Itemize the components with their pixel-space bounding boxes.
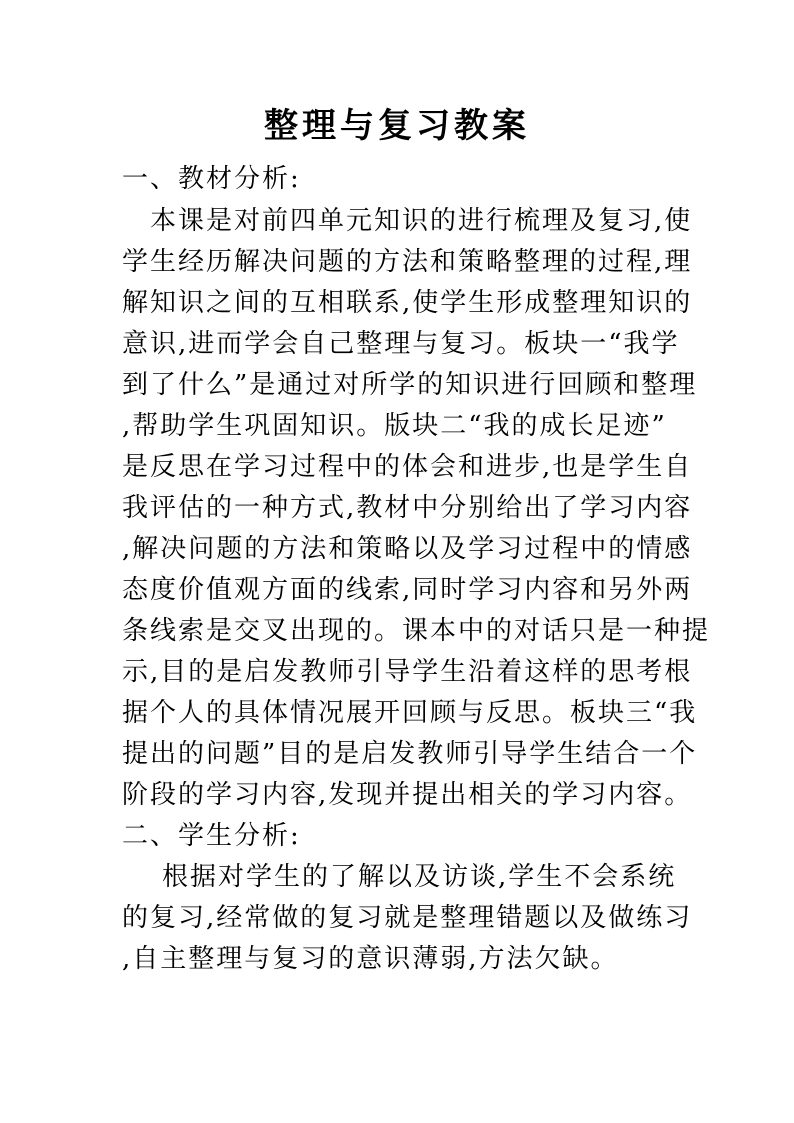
paragraph-line: ,自主整理与复习的意识薄弱,方法欠缺。 xyxy=(122,944,619,974)
paragraph-line: 本课是对前四单元知识的进行梳理及复习,使 xyxy=(150,206,693,236)
paragraph-line: 的复习,经常做的复习就是整理错题以及做练习 xyxy=(122,903,693,933)
paragraph-line: 示,目的是启发教师引导学生沿着这样的思考根 xyxy=(122,657,693,687)
paragraph-line: 阶段的学习内容,发现并提出相关的学习内容。 xyxy=(122,780,693,810)
paragraph-line: ,解决问题的方法和策略以及学习过程中的情感 xyxy=(122,534,693,564)
paragraph-line: 态度价值观方面的线索,同时学习内容和另外两 xyxy=(122,575,693,605)
paragraph-line: 根据对学生的了解以及访谈,学生不会系统 xyxy=(162,862,677,892)
paragraph-line: 到了什么”是通过对所学的知识进行回顾和整理 xyxy=(122,370,698,400)
paragraph-line: 我评估的一种方式,教材中分别给出了学习内容 xyxy=(122,493,693,523)
paragraph-line: 据个人的具体情况展开回顾与反思。板块三“我 xyxy=(122,698,698,728)
paragraph-line: ,帮助学生巩固知识。版块二“我的成长足迹” xyxy=(122,411,667,441)
paragraph-line: 是反思在学习过程中的体会和进步,也是学生自 xyxy=(122,452,693,482)
section-heading-student-analysis: 二、学生分析: xyxy=(122,821,301,851)
paragraph-line: 学生经历解决问题的方法和策略整理的过程,理 xyxy=(122,247,693,277)
paragraph-line: 条线索是交叉出现的。课本中的对话只是一种提 xyxy=(122,616,711,646)
section-heading-textbook-analysis: 一、教材分析: xyxy=(122,164,301,194)
paragraph-line: 提出的问题”目的是启发教师引导学生结合一个 xyxy=(122,739,698,769)
paragraph-line: 意识,进而学会自己整理与复习。板块一“我学 xyxy=(122,329,680,359)
document-title: 整理与复习教案 xyxy=(264,106,530,146)
paragraph-line: 解知识之间的互相联系,使学生形成整理知识的 xyxy=(122,288,693,318)
